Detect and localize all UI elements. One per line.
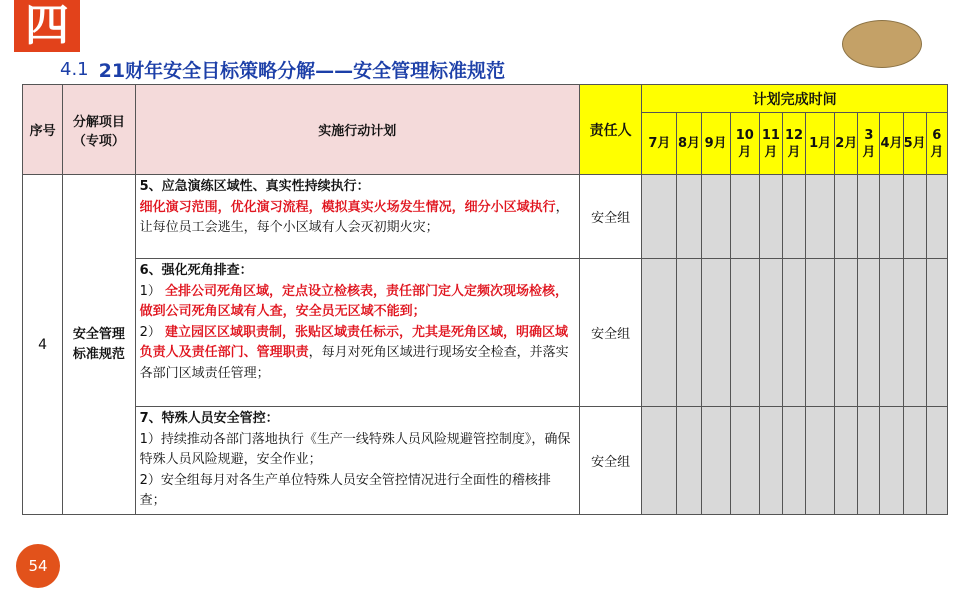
month-header: 2月 bbox=[835, 113, 858, 175]
month-header: 1月 bbox=[806, 113, 835, 175]
timeline-cell bbox=[701, 175, 730, 259]
timeline-cell bbox=[642, 259, 677, 407]
owner-cell: 安全组 bbox=[579, 259, 641, 407]
plan-line bbox=[140, 177, 575, 198]
project-line2: 标准规范 bbox=[72, 346, 125, 362]
table-row bbox=[23, 259, 948, 407]
title-text: 21财年安全目标策略分解——安全管理标准规范 bbox=[98, 59, 506, 82]
owner-cell: 安全组 bbox=[579, 175, 641, 259]
timeline-cell bbox=[677, 175, 701, 259]
timeline-cell bbox=[642, 407, 677, 515]
timeline-cell bbox=[782, 259, 805, 407]
plan-text-segment: ，让每位员工会逃生，每个小区域有人会灭初期火灾； bbox=[139, 199, 569, 235]
plan-line bbox=[140, 323, 575, 385]
timeline-cell bbox=[926, 259, 947, 407]
emphasis-text: 建立园区区域职责制，张贴区域责任标示，尤其是死角区域，明确区域负责人及责任部门、管理职责 bbox=[139, 324, 568, 360]
timeline-cell bbox=[926, 175, 947, 259]
project-header-line1: 分解项目 bbox=[72, 114, 125, 130]
timeline-cell bbox=[677, 407, 701, 515]
timeline-cell bbox=[858, 259, 880, 407]
timeline-cell bbox=[903, 175, 926, 259]
header-row bbox=[23, 85, 948, 113]
month-header: 12月 bbox=[782, 113, 805, 175]
timeline-cell bbox=[858, 407, 880, 515]
seq-cell: 4 bbox=[23, 175, 63, 515]
title-number: 4.1 bbox=[60, 58, 89, 80]
month-header: 10月 bbox=[730, 113, 759, 175]
timeline-cell bbox=[806, 175, 835, 259]
timeline-cell bbox=[880, 259, 903, 407]
timeline-cell bbox=[903, 407, 926, 515]
plan-header: 实施行动计划 bbox=[135, 85, 579, 175]
action-plan-table bbox=[22, 84, 948, 515]
plan-text-segment: 2）安全组每月对各生产单位特殊人员安全管控情况进行全面性的稽核排查； bbox=[139, 472, 551, 508]
timeline-cell bbox=[880, 175, 903, 259]
timeline-cell bbox=[926, 407, 947, 515]
section-number-box: 四 bbox=[14, 0, 80, 52]
plan-line bbox=[140, 471, 575, 512]
page-number-badge: 54 bbox=[16, 544, 60, 588]
plan-line bbox=[140, 198, 575, 239]
timeline-cell bbox=[642, 175, 677, 259]
month-header: 7月 bbox=[642, 113, 677, 175]
plan-line bbox=[140, 430, 575, 471]
timeline-cell bbox=[858, 175, 880, 259]
owner-header: 责任人 bbox=[579, 85, 641, 175]
month-header: 5月 bbox=[903, 113, 926, 175]
project-line1: 安全管理 bbox=[72, 326, 125, 342]
timeline-cell bbox=[806, 259, 835, 407]
timeline-cell bbox=[759, 259, 782, 407]
month-header: 3月 bbox=[858, 113, 880, 175]
plan-line bbox=[140, 261, 575, 282]
seq-header: 序号 bbox=[23, 85, 63, 175]
plan-text-segment: ，每月对死角区域进行现场安全检查，并落实各部门区域责任管理； bbox=[139, 345, 569, 381]
timeline-cell bbox=[782, 407, 805, 515]
plan-cell bbox=[135, 175, 579, 259]
table-row bbox=[23, 407, 948, 515]
month-header: 8月 bbox=[677, 113, 701, 175]
plan-text-segment: 1） bbox=[139, 283, 165, 299]
timeline-header: 计划完成时间 bbox=[642, 85, 948, 113]
plan-cell bbox=[135, 259, 579, 407]
timeline-cell bbox=[677, 259, 701, 407]
plan-text-segment: 1）持续推动各部门落地执行《生产一线特殊人员风险规避管控制度》，确保特殊人员风险规避，安全作业； bbox=[139, 431, 571, 467]
timeline-cell bbox=[782, 175, 805, 259]
owner-cell: 安全组 bbox=[579, 407, 641, 515]
header-bar bbox=[0, 0, 960, 52]
emphasis-text: 全排公司死角区域，定点设立检核表，责任部门定人定频次现场检核，做到公司死角区域有人查，安全员无区域不能到； bbox=[139, 283, 568, 319]
plan-cell bbox=[135, 407, 579, 515]
timeline-cell bbox=[903, 259, 926, 407]
timeline-cell bbox=[730, 175, 759, 259]
month-header: 6月 bbox=[926, 113, 947, 175]
item-heading: 6、强化死角排查： bbox=[139, 263, 253, 278]
plan-line bbox=[140, 282, 575, 323]
timeline-cell bbox=[835, 175, 858, 259]
timeline-cell bbox=[759, 407, 782, 515]
page-title bbox=[60, 54, 505, 84]
month-header: 9月 bbox=[701, 113, 730, 175]
timeline-cell bbox=[880, 407, 903, 515]
timeline-cell bbox=[701, 407, 730, 515]
project-cell bbox=[63, 175, 135, 515]
timeline-cell bbox=[701, 259, 730, 407]
timeline-cell bbox=[835, 407, 858, 515]
project-header-line2: （专项） bbox=[72, 133, 125, 149]
timeline-cell bbox=[730, 407, 759, 515]
month-header: 11月 bbox=[759, 113, 782, 175]
table-row bbox=[23, 175, 948, 259]
item-heading: 5、应急演练区域性、真实性持续执行： bbox=[139, 179, 370, 194]
timeline-cell bbox=[806, 407, 835, 515]
plan-text-segment: 2） bbox=[139, 324, 165, 340]
month-header: 4月 bbox=[880, 113, 903, 175]
timeline-cell bbox=[835, 259, 858, 407]
plan-line bbox=[140, 409, 575, 430]
emphasis-text: 细化演习范围，优化演习流程，模拟真实火场发生情况，细分小区域执行 bbox=[139, 199, 556, 215]
project-header bbox=[63, 85, 135, 175]
decorative-oval bbox=[842, 20, 922, 68]
timeline-cell bbox=[759, 175, 782, 259]
timeline-cell bbox=[730, 259, 759, 407]
item-heading: 7、特殊人员安全管控： bbox=[139, 411, 279, 426]
